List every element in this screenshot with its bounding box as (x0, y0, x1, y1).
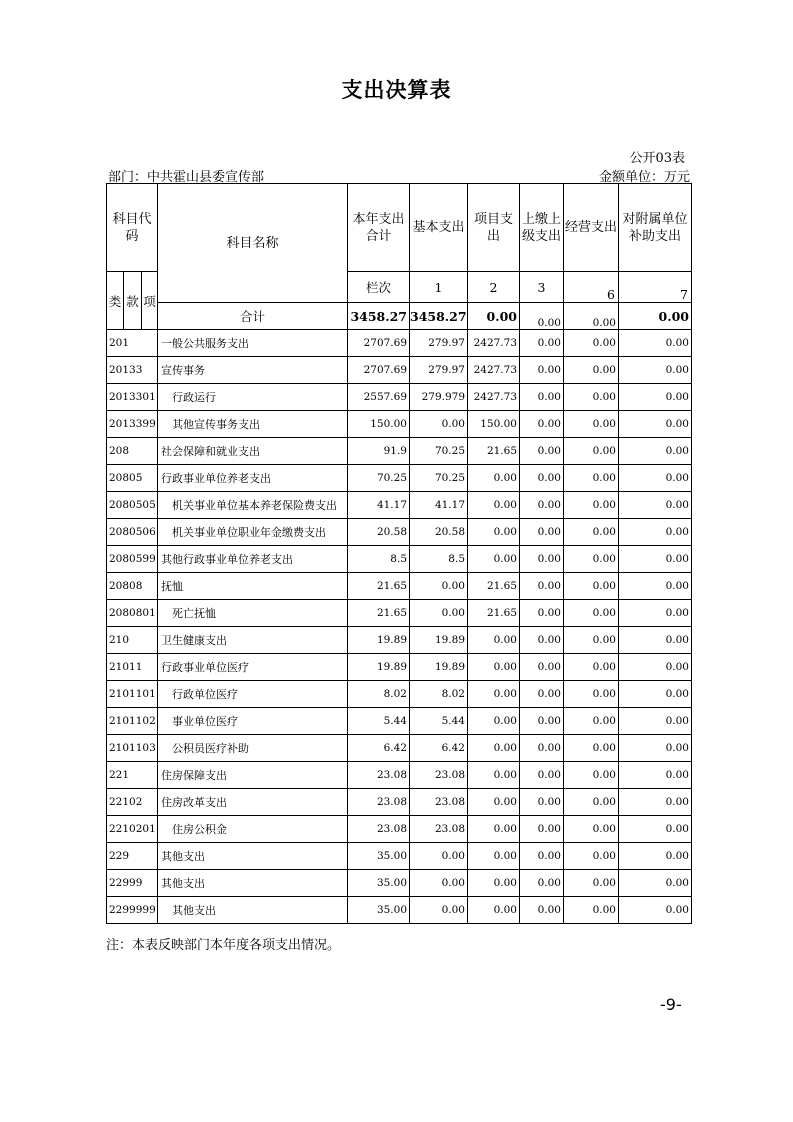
row-business-exp: 0.00 (564, 546, 619, 573)
row-total-exp: 8.5 (348, 546, 410, 573)
row-upper-exp: 0.00 (520, 600, 564, 627)
row-total-exp: 35.00 (348, 843, 410, 870)
row-project-exp: 0.00 (468, 843, 520, 870)
row-code: 2080801 (107, 600, 158, 627)
row-project-exp: 0.00 (468, 816, 520, 843)
row-business-exp: 0.00 (564, 357, 619, 384)
row-basic-exp: 279.979 (410, 384, 468, 411)
row-subsidy-exp: 0.00 (619, 843, 692, 870)
row-basic-exp: 19.89 (410, 654, 468, 681)
row-subsidy-exp: 0.00 (619, 546, 692, 573)
row-subsidy-exp: 0.00 (619, 816, 692, 843)
table-row (107, 762, 692, 789)
row-business-exp: 0.00 (564, 708, 619, 735)
row-project-exp: 0.00 (468, 627, 520, 654)
row-upper-exp: 0.00 (520, 897, 564, 924)
row-total-exp: 41.17 (348, 492, 410, 519)
row-project-exp: 0.00 (468, 735, 520, 762)
row-upper-exp: 0.00 (520, 384, 564, 411)
table-row (107, 708, 692, 735)
row-subsidy-exp: 0.00 (619, 762, 692, 789)
row-upper-exp: 0.00 (520, 762, 564, 789)
row-upper-exp: 0.00 (520, 411, 564, 438)
row-code: 2013301 (107, 384, 158, 411)
row-basic-exp: 23.08 (410, 816, 468, 843)
row-upper-exp: 0.00 (520, 654, 564, 681)
row-project-exp: 0.00 (468, 870, 520, 897)
header-lei: 类 (107, 272, 124, 330)
row-project-exp: 21.65 (468, 573, 520, 600)
total-v6: 0.00 (520, 303, 564, 330)
lanci-label: 栏次 (348, 272, 410, 303)
header-upper-exp: 上缴上级支出 (520, 184, 564, 272)
row-subsidy-exp: 0.00 (619, 897, 692, 924)
row-project-exp: 0.00 (468, 465, 520, 492)
total-v1: 3458.27 (348, 303, 410, 330)
row-basic-exp: 70.25 (410, 438, 468, 465)
table-row (107, 465, 692, 492)
row-project-exp: 0.00 (468, 681, 520, 708)
row-total-exp: 23.08 (348, 816, 410, 843)
header-kuan: 款 (124, 272, 142, 330)
total-v3: 0.00 (468, 303, 520, 330)
row-upper-exp: 0.00 (520, 627, 564, 654)
row-name: 其他支出 (158, 897, 348, 924)
row-project-exp: 0.00 (468, 654, 520, 681)
row-business-exp: 0.00 (564, 897, 619, 924)
row-total-exp: 2557.69 (348, 384, 410, 411)
row-project-exp: 2427.73 (468, 357, 520, 384)
row-total-exp: 70.25 (348, 465, 410, 492)
row-project-exp: 0.00 (468, 789, 520, 816)
row-name: 事业单位医疗 (158, 708, 348, 735)
lanci-1: 1 (410, 272, 468, 303)
row-business-exp: 0.00 (564, 735, 619, 762)
row-business-exp: 0.00 (564, 843, 619, 870)
total-v8: 0.00 (619, 303, 692, 330)
row-business-exp: 0.00 (564, 627, 619, 654)
table-row (107, 438, 692, 465)
row-total-exp: 8.02 (348, 681, 410, 708)
header-project-exp: 项目支出 (468, 184, 520, 272)
row-name: 住房保障支出 (158, 762, 348, 789)
table-row (107, 546, 692, 573)
form-number: 公开03表 (629, 151, 685, 166)
total-v2: 3458.27 (410, 303, 468, 330)
row-basic-exp: 70.25 (410, 465, 468, 492)
row-code: 2080506 (107, 519, 158, 546)
row-code: 2101103 (107, 735, 158, 762)
row-upper-exp: 0.00 (520, 546, 564, 573)
row-upper-exp: 0.00 (520, 492, 564, 519)
row-upper-exp: 0.00 (520, 330, 564, 357)
row-subsidy-exp: 0.00 (619, 384, 692, 411)
footnote: 注：本表反映部门本年度各项支出情况。 (106, 938, 341, 953)
row-subsidy-exp: 0.00 (619, 735, 692, 762)
row-code: 20808 (107, 573, 158, 600)
row-business-exp: 0.00 (564, 573, 619, 600)
row-business-exp: 0.00 (564, 681, 619, 708)
row-basic-exp: 5.44 (410, 708, 468, 735)
page-title: 支出决算表 (341, 78, 452, 102)
department-label: 部门：中共霍山县委宣传部 (108, 170, 265, 185)
row-business-exp: 0.00 (564, 789, 619, 816)
row-project-exp: 150.00 (468, 411, 520, 438)
row-upper-exp: 0.00 (520, 870, 564, 897)
table-row (107, 735, 692, 762)
row-basic-exp: 8.5 (410, 546, 468, 573)
table-row (107, 627, 692, 654)
row-upper-exp: 0.00 (520, 357, 564, 384)
row-basic-exp: 41.17 (410, 492, 468, 519)
row-basic-exp: 8.02 (410, 681, 468, 708)
row-name: 卫生健康支出 (158, 627, 348, 654)
row-business-exp: 0.00 (564, 870, 619, 897)
row-subsidy-exp: 0.00 (619, 573, 692, 600)
table-row (107, 654, 692, 681)
header-business-exp: 经营支出 (564, 184, 619, 272)
row-code: 21011 (107, 654, 158, 681)
row-code: 22999 (107, 870, 158, 897)
row-total-exp: 2707.69 (348, 330, 410, 357)
row-name: 死亡抚恤 (158, 600, 348, 627)
row-total-exp: 150.00 (348, 411, 410, 438)
row-business-exp: 0.00 (564, 654, 619, 681)
row-basic-exp: 279.97 (410, 357, 468, 384)
row-code: 2101102 (107, 708, 158, 735)
row-name: 抚恤 (158, 573, 348, 600)
row-code: 2013399 (107, 411, 158, 438)
row-upper-exp: 0.00 (520, 681, 564, 708)
row-subsidy-exp: 0.00 (619, 789, 692, 816)
row-project-exp: 0.00 (468, 708, 520, 735)
row-total-exp: 6.42 (348, 735, 410, 762)
row-code: 2101101 (107, 681, 158, 708)
row-business-exp: 0.00 (564, 384, 619, 411)
row-total-exp: 20.58 (348, 519, 410, 546)
row-subsidy-exp: 0.00 (619, 357, 692, 384)
row-upper-exp: 0.00 (520, 843, 564, 870)
table-row (107, 681, 692, 708)
row-name: 行政运行 (158, 384, 348, 411)
header-basic-exp: 基本支出 (410, 184, 468, 272)
row-code: 2080599 (107, 546, 158, 573)
expenditure-table (106, 183, 692, 924)
row-subsidy-exp: 0.00 (619, 600, 692, 627)
table-row (107, 411, 692, 438)
total-v7: 0.00 (564, 303, 619, 330)
header-xiang: 项 (142, 272, 158, 330)
row-name: 机关事业单位职业年金缴费支出 (158, 519, 348, 546)
row-total-exp: 23.08 (348, 789, 410, 816)
row-subsidy-exp: 0.00 (619, 627, 692, 654)
row-name: 行政单位医疗 (158, 681, 348, 708)
table-row (107, 600, 692, 627)
row-business-exp: 0.00 (564, 762, 619, 789)
row-subsidy-exp: 0.00 (619, 870, 692, 897)
row-name: 行政事业单位养老支出 (158, 465, 348, 492)
row-total-exp: 5.44 (348, 708, 410, 735)
row-project-exp: 0.00 (468, 519, 520, 546)
row-subsidy-exp: 0.00 (619, 465, 692, 492)
table-row (107, 870, 692, 897)
row-basic-exp: 0.00 (410, 897, 468, 924)
row-code: 20805 (107, 465, 158, 492)
unit-label: 金额单位：万元 (598, 170, 690, 185)
row-total-exp: 21.65 (348, 573, 410, 600)
row-subsidy-exp: 0.00 (619, 492, 692, 519)
row-upper-exp: 0.00 (520, 708, 564, 735)
row-code: 2210201 (107, 816, 158, 843)
table-row (107, 357, 692, 384)
row-business-exp: 0.00 (564, 438, 619, 465)
table-row (107, 789, 692, 816)
row-name: 其他支出 (158, 870, 348, 897)
row-project-exp: 2427.73 (468, 384, 520, 411)
row-upper-exp: 0.00 (520, 519, 564, 546)
lanci-2: 2 (468, 272, 520, 303)
row-name: 住房公积金 (158, 816, 348, 843)
row-project-exp: 0.00 (468, 897, 520, 924)
row-business-exp: 0.00 (564, 492, 619, 519)
row-name: 住房改革支出 (158, 789, 348, 816)
row-project-exp: 0.00 (468, 762, 520, 789)
row-upper-exp: 0.00 (520, 438, 564, 465)
row-basic-exp: 6.42 (410, 735, 468, 762)
row-code: 208 (107, 438, 158, 465)
row-business-exp: 0.00 (564, 330, 619, 357)
table-row (107, 816, 692, 843)
lanci-7: 7 (619, 272, 692, 303)
header-code-group: 科目代码 (107, 184, 158, 272)
row-business-exp: 0.00 (564, 465, 619, 492)
table-row (107, 519, 692, 546)
row-subsidy-exp: 0.00 (619, 654, 692, 681)
lanci-3: 3 (520, 272, 564, 303)
row-name: 社会保障和就业支出 (158, 438, 348, 465)
row-upper-exp: 0.00 (520, 573, 564, 600)
total-label: 合计 (158, 303, 348, 330)
row-basic-exp: 0.00 (410, 573, 468, 600)
row-business-exp: 0.00 (564, 600, 619, 627)
lanci-6: 6 (564, 272, 619, 303)
row-total-exp: 2707.69 (348, 357, 410, 384)
row-total-exp: 35.00 (348, 897, 410, 924)
row-project-exp: 2427.73 (468, 330, 520, 357)
row-total-exp: 91.9 (348, 438, 410, 465)
row-subsidy-exp: 0.00 (619, 411, 692, 438)
row-basic-exp: 20.58 (410, 519, 468, 546)
row-basic-exp: 0.00 (410, 600, 468, 627)
row-code: 2080505 (107, 492, 158, 519)
row-total-exp: 23.08 (348, 762, 410, 789)
row-subsidy-exp: 0.00 (619, 330, 692, 357)
row-name: 机关事业单位基本养老保险费支出 (158, 492, 348, 519)
row-name: 其他行政事业单位养老支出 (158, 546, 348, 573)
table-row (107, 573, 692, 600)
table-row (107, 843, 692, 870)
row-business-exp: 0.00 (564, 816, 619, 843)
row-code: 2299999 (107, 897, 158, 924)
row-total-exp: 21.65 (348, 600, 410, 627)
row-total-exp: 19.89 (348, 627, 410, 654)
row-total-exp: 35.00 (348, 870, 410, 897)
row-name: 一般公共服务支出 (158, 330, 348, 357)
page-number: -9- (660, 995, 682, 1014)
row-business-exp: 0.00 (564, 519, 619, 546)
row-upper-exp: 0.00 (520, 816, 564, 843)
table-row (107, 330, 692, 357)
row-total-exp: 19.89 (348, 654, 410, 681)
row-upper-exp: 0.00 (520, 735, 564, 762)
row-code: 229 (107, 843, 158, 870)
table-row (107, 384, 692, 411)
header-name: 科目名称 (158, 184, 348, 303)
row-project-exp: 0.00 (468, 546, 520, 573)
table-row (107, 492, 692, 519)
row-name: 其他支出 (158, 843, 348, 870)
row-code: 20133 (107, 357, 158, 384)
row-basic-exp: 23.08 (410, 762, 468, 789)
header-subsidy-exp: 对附属单位补助支出 (619, 184, 692, 272)
row-basic-exp: 23.08 (410, 789, 468, 816)
row-subsidy-exp: 0.00 (619, 708, 692, 735)
row-code: 210 (107, 627, 158, 654)
row-upper-exp: 0.00 (520, 789, 564, 816)
header-total-exp: 本年支出合计 (348, 184, 410, 272)
row-name: 其他宣传事务支出 (158, 411, 348, 438)
row-basic-exp: 0.00 (410, 411, 468, 438)
row-project-exp: 0.00 (468, 492, 520, 519)
row-subsidy-exp: 0.00 (619, 519, 692, 546)
row-subsidy-exp: 0.00 (619, 438, 692, 465)
row-name: 宣传事务 (158, 357, 348, 384)
row-subsidy-exp: 0.00 (619, 681, 692, 708)
row-name: 公积员医疗补助 (158, 735, 348, 762)
row-upper-exp: 0.00 (520, 465, 564, 492)
table-row (107, 897, 692, 924)
row-basic-exp: 0.00 (410, 843, 468, 870)
row-code: 221 (107, 762, 158, 789)
row-code: 201 (107, 330, 158, 357)
row-project-exp: 21.65 (468, 600, 520, 627)
row-code: 22102 (107, 789, 158, 816)
row-basic-exp: 279.97 (410, 330, 468, 357)
row-basic-exp: 19.89 (410, 627, 468, 654)
row-basic-exp: 0.00 (410, 870, 468, 897)
row-name: 行政事业单位医疗 (158, 654, 348, 681)
row-business-exp: 0.00 (564, 411, 619, 438)
row-project-exp: 21.65 (468, 438, 520, 465)
